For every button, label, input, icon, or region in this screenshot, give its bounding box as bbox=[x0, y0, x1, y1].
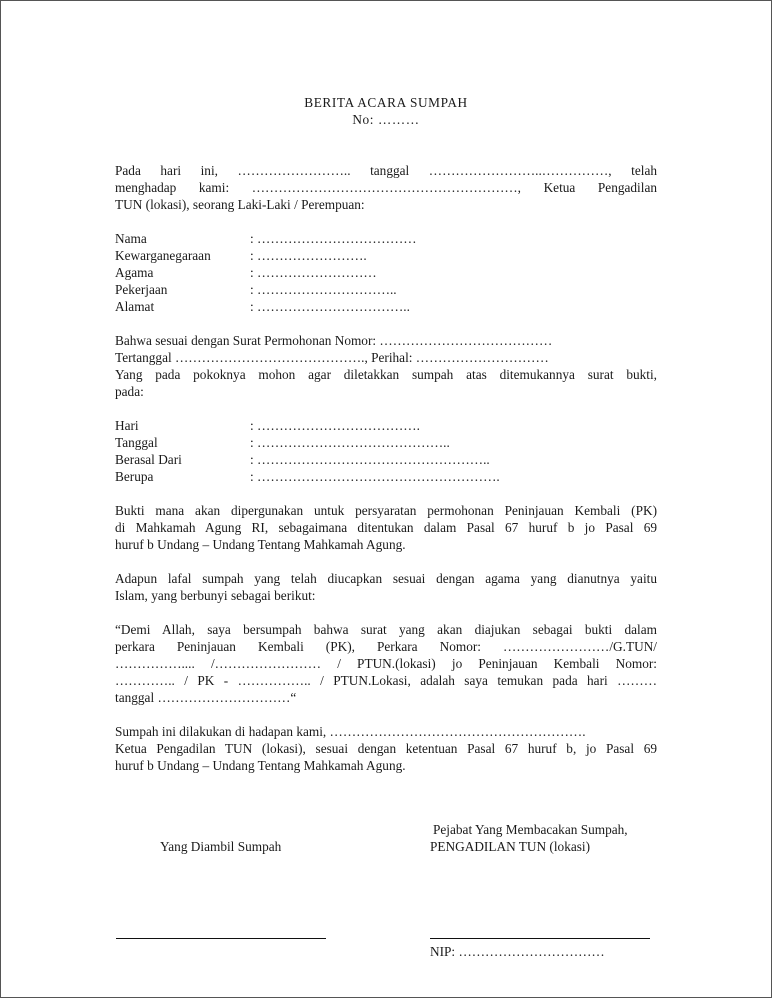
evidence-row bbox=[115, 417, 657, 434]
identity-label: Kewarganegaraan bbox=[115, 248, 211, 263]
intro-line: TUN (lokasi), seorang Laki-Laki / Perempuan: bbox=[115, 197, 365, 212]
identity-row bbox=[115, 281, 657, 298]
request-line: Tertanggal ……………………………………., Perihal: ………………………… bbox=[115, 350, 549, 365]
request-line: Yang pada pokoknya mohon agar diletakkan sumpah atas ditemukannya surat bukti, bbox=[115, 367, 657, 382]
document-title: BERITA ACARA SUMPAH bbox=[304, 95, 468, 110]
oath-taker-signature-line bbox=[116, 938, 326, 939]
evidence-label: Tanggal bbox=[115, 435, 158, 450]
evidence-value: : ………………………………………………. bbox=[250, 469, 500, 484]
oath-intro-line: Islam, yang berbunyi sebagai berikut: bbox=[115, 588, 316, 603]
intro-paragraph bbox=[115, 162, 657, 213]
document-body bbox=[115, 94, 657, 774]
identity-value: : ……………………………… bbox=[250, 231, 417, 246]
oath-text bbox=[115, 621, 657, 706]
oath-taker-label: Yang Diambil Sumpah bbox=[160, 839, 282, 854]
intro-line: menghadap kami: ……………………………………………………, Ketua Pengadilan bbox=[115, 180, 657, 195]
identity-value: : …………………………….. bbox=[250, 299, 410, 314]
request-paragraph bbox=[115, 332, 657, 400]
oath-line: “Demi Allah, saya bersumpah bahwa surat yang akan diajukan sebagai bukti dalam bbox=[115, 622, 657, 637]
purpose-line: huruf b Undang – Undang Tentang Mahkamah Agung. bbox=[115, 537, 406, 552]
request-line: Bahwa sesuai dengan Surat Permohonan Nomor: ………………………………… bbox=[115, 333, 553, 348]
identity-label: Nama bbox=[115, 231, 147, 246]
identity-value: : ……………………. bbox=[250, 248, 367, 263]
identity-row bbox=[115, 230, 657, 247]
closing-line: Ketua Pengadilan TUN (lokasi), sesuai dengan ketentuan Pasal 67 huruf b, jo Pasal 69 bbox=[115, 741, 657, 756]
intro-line: Pada hari ini, …………………….. tanggal ……………………..……………, telah bbox=[115, 163, 657, 178]
request-line: pada: bbox=[115, 384, 144, 399]
evidence-row bbox=[115, 434, 657, 451]
evidence-label: Berupa bbox=[115, 469, 154, 484]
nip-field: NIP: …………………………… bbox=[430, 944, 605, 959]
evidence-list bbox=[115, 417, 657, 485]
closing-line: huruf b Undang – Undang Tentang Mahkamah Agung. bbox=[115, 758, 406, 773]
evidence-value: : …………………………………….. bbox=[250, 435, 450, 450]
identity-label: Alamat bbox=[115, 299, 155, 314]
evidence-row bbox=[115, 451, 657, 468]
purpose-line: di Mahkamah Agung RI, sebagaimana ditentukan dalam Pasal 67 huruf b jo Pasal 69 bbox=[115, 520, 657, 535]
oath-line: perkara Peninjauan Kembali (PK), Perkara Nomor: ……………………/G.TUN/ bbox=[115, 639, 657, 654]
oath-line: tanggal …………………………“ bbox=[115, 690, 297, 705]
identity-value: : ……………………… bbox=[250, 265, 377, 280]
identity-label: Pekerjaan bbox=[115, 282, 168, 297]
evidence-value: : ………………………………. bbox=[250, 418, 420, 433]
closing-paragraph bbox=[115, 723, 657, 774]
evidence-value: : …………………………………………….. bbox=[250, 452, 490, 467]
purpose-line: Bukti mana akan dipergunakan untuk persyaratan permohonan Peninjauan Kembali (PK) bbox=[115, 503, 657, 518]
evidence-label: Berasal Dari bbox=[115, 452, 182, 467]
document-number: No: ……… bbox=[352, 112, 420, 127]
oath-line: …………….... /…………………… / PTUN.(lokasi) jo Peninjauan Kembali Nomor: bbox=[115, 656, 657, 671]
oath-intro-paragraph bbox=[115, 570, 657, 604]
identity-list bbox=[115, 230, 657, 315]
official-title: Pejabat Yang Membacakan Sumpah, bbox=[433, 822, 628, 837]
identity-row bbox=[115, 247, 657, 264]
evidence-label: Hari bbox=[115, 418, 139, 433]
identity-value: : ………………………….. bbox=[250, 282, 397, 297]
identity-row bbox=[115, 298, 657, 315]
identity-row bbox=[115, 264, 657, 281]
purpose-paragraph bbox=[115, 502, 657, 553]
oath-intro-line: Adapun lafal sumpah yang telah diucapkan sesuai dengan agama yang dianutnya yaitu bbox=[115, 571, 657, 586]
evidence-row bbox=[115, 468, 657, 485]
closing-line: Sumpah ini dilakukan di hadapan kami, …………………………………………………. bbox=[115, 724, 586, 739]
identity-label: Agama bbox=[115, 265, 154, 280]
court-name: PENGADILAN TUN (lokasi) bbox=[430, 839, 591, 854]
oath-line: ………….. / PK - …………….. / PTUN.Lokasi, adalah saya temukan pada hari ……… bbox=[115, 673, 657, 688]
official-signature-line bbox=[430, 938, 650, 939]
